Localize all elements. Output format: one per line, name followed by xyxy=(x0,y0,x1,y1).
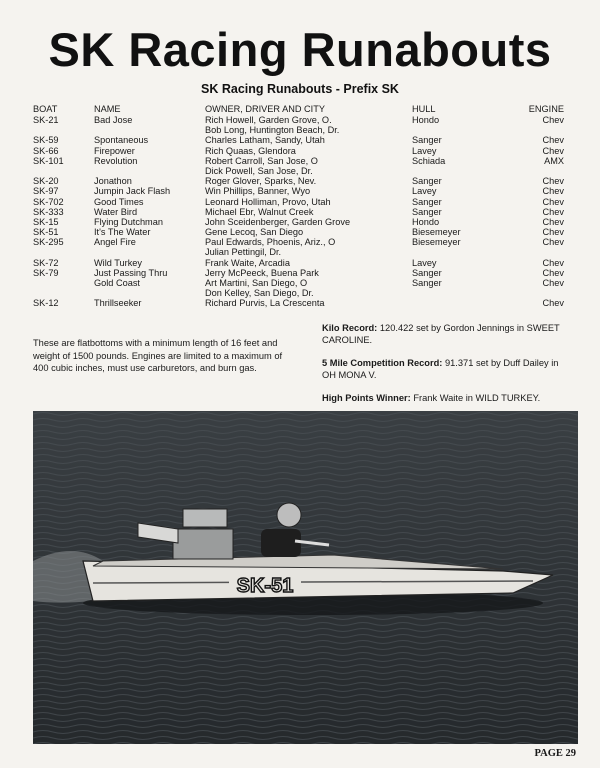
cell-owner: Rich Howell, Garden Grove, O. xyxy=(205,115,332,125)
driver-body xyxy=(261,529,301,557)
cell-owner: Roger Glover, Sparks, Nev. xyxy=(205,176,317,187)
cell-name: Angel Fire xyxy=(94,237,136,248)
table-subtitle: SK Racing Runabouts - Prefix SK xyxy=(201,82,399,96)
records-block xyxy=(322,322,566,414)
table-header xyxy=(0,104,600,115)
cell-owner: Frank Waite, Arcadia xyxy=(205,257,290,268)
table-row xyxy=(0,115,600,125)
cell-owner: Rich Quaas, Glendora xyxy=(205,145,296,156)
page-title: SK Racing Runabouts xyxy=(48,23,552,76)
record-kilo xyxy=(322,322,566,347)
driver-helmet xyxy=(277,503,301,527)
table-row xyxy=(0,278,600,288)
cell-name: Flying Dutchman xyxy=(94,216,163,227)
cell-owner: Paul Edwards, Phoenis, Ariz., O xyxy=(205,237,336,248)
record-label: High Points Winner: xyxy=(322,392,411,403)
cell-hull: Lavey xyxy=(412,186,437,197)
cell-name: Bad Jose xyxy=(94,115,133,125)
cell-name: Wild Turkey xyxy=(94,257,142,268)
cell-hull: Sanger xyxy=(412,176,442,187)
cell-owner: Bob Long, Huntington Beach, Dr. xyxy=(205,125,340,136)
cell-owner: Julian Pettingil, Dr. xyxy=(205,247,282,258)
cell-owner: Gene Lecoq, San Diego xyxy=(205,227,304,238)
cell-name: Firepower xyxy=(94,145,135,156)
cell-hull: Sanger xyxy=(412,196,442,207)
cell-name: Revolution xyxy=(94,155,138,166)
cell-engine: AMX xyxy=(544,155,564,166)
cell-boat: SK-333 xyxy=(33,206,64,217)
cell-owner: Win Phillips, Banner, Wyo xyxy=(205,186,311,197)
cell-hull: Hondo xyxy=(412,115,440,125)
cell-hull: Sanger xyxy=(412,135,442,146)
table-row xyxy=(0,186,600,196)
cell-engine: Chev xyxy=(542,216,564,227)
cell-boat: SK-79 xyxy=(33,267,59,278)
cell-name: Good Times xyxy=(94,196,144,207)
cell-hull: Sanger xyxy=(412,267,442,278)
cell-owner: Leonard Holliman, Provo, Utah xyxy=(205,196,331,207)
engine-block xyxy=(173,529,233,559)
table-row xyxy=(0,135,600,145)
race-boat-photo xyxy=(33,411,578,744)
cell-owner: Art Martini, San Diego, O xyxy=(205,278,308,288)
supercharger xyxy=(183,509,227,527)
cell-engine: Chev xyxy=(542,227,564,238)
header-owner: OWNER, DRIVER AND CITY xyxy=(205,104,325,114)
cell-name: Water Bird xyxy=(94,206,138,217)
header-name: NAME xyxy=(94,104,121,114)
boat-table xyxy=(0,104,600,309)
cell-hull: Biesemeyer xyxy=(412,237,461,248)
page-number: PAGE 29 xyxy=(534,748,576,759)
race-boat-illustration xyxy=(33,411,578,744)
table-row xyxy=(0,268,600,278)
record-text: Frank Waite in WILD TURKEY. xyxy=(413,392,541,403)
table-row xyxy=(0,288,600,298)
cell-boat: SK-15 xyxy=(33,216,59,227)
cell-boat: SK-59 xyxy=(33,135,59,146)
cell-boat: SK-12 xyxy=(33,298,59,309)
cell-boat: SK-101 xyxy=(33,155,64,166)
cell-engine: Chev xyxy=(542,237,564,248)
table-row xyxy=(0,176,600,186)
cell-boat: SK-20 xyxy=(33,176,59,187)
cell-name: Jumpin Jack Flash xyxy=(94,186,171,197)
cell-name: It's The Water xyxy=(94,227,151,238)
cell-owner: Dick Powell, San Jose, Dr. xyxy=(205,165,313,176)
cell-hull: Lavey xyxy=(412,257,437,268)
table-row xyxy=(0,156,600,166)
cell-boat: SK-51 xyxy=(33,227,59,238)
cell-name: Gold Coast xyxy=(94,278,140,288)
record-label: 5 Mile Competition Record: xyxy=(322,357,443,368)
cell-engine: Chev xyxy=(542,176,564,187)
cell-boat: SK-21 xyxy=(33,115,59,125)
cell-owner: Michael Ebr, Walnut Creek xyxy=(205,206,314,217)
cell-name: Jonathon xyxy=(94,176,132,187)
cell-boat: SK-97 xyxy=(33,186,59,197)
cell-hull: Biesemeyer xyxy=(412,227,461,238)
class-description: These are flatbottoms with a minimum length of 16 feet and weight of 1500 pounds. Engines are limited to a maximum of 400 cubic inches, must use carburetors, and burn gas. xyxy=(33,338,283,374)
header-hull: HULL xyxy=(412,104,436,114)
table-row xyxy=(0,258,600,268)
cell-name: Just Passing Thru xyxy=(94,267,168,278)
record-high-points xyxy=(322,392,566,404)
cell-boat: SK-66 xyxy=(33,145,59,156)
cell-engine: Chev xyxy=(542,135,564,146)
cell-owner: Charles Latham, Sandy, Utah xyxy=(205,135,325,146)
table-row xyxy=(0,166,600,176)
table-row xyxy=(0,207,600,217)
table-body xyxy=(0,115,600,309)
cell-boat: SK-72 xyxy=(33,257,59,268)
record-5-mile xyxy=(322,357,566,382)
cell-boat: SK-295 xyxy=(33,237,64,248)
record-text: 120.422 set by Gordon Jennings in SWEET CAROLINE. xyxy=(322,323,560,346)
cell-engine: Chev xyxy=(542,267,564,278)
cell-engine: Chev xyxy=(542,298,564,309)
cell-engine: Chev xyxy=(542,196,564,207)
header-boat: BOAT xyxy=(33,104,58,114)
table-row xyxy=(0,197,600,207)
table-row xyxy=(0,247,600,257)
header-engine: ENGINE xyxy=(528,104,564,114)
cell-name: Thrillseeker xyxy=(94,298,142,309)
record-text: 91.371 set by Duff Dailey in OH MONA V. xyxy=(322,357,559,381)
cell-hull: Sanger xyxy=(412,278,442,288)
cell-engine: Chev xyxy=(542,278,564,288)
table-row xyxy=(0,146,600,156)
cell-hull: Lavey xyxy=(412,145,437,156)
cell-owner: Robert Carroll, San Jose, O xyxy=(205,155,318,166)
cell-owner: John Sceidenberger, Garden Grove xyxy=(205,216,351,227)
cell-hull: Sanger xyxy=(412,206,442,217)
table-row xyxy=(0,237,600,247)
table-row xyxy=(0,298,600,308)
table-row xyxy=(0,217,600,227)
cell-hull: Hondo xyxy=(412,216,440,227)
cell-boat: SK-702 xyxy=(33,196,64,207)
cell-engine: Chev xyxy=(542,115,564,125)
cell-name: Spontaneous xyxy=(94,135,149,146)
table-row xyxy=(0,125,600,135)
record-label: Kilo Record: xyxy=(322,323,378,333)
cell-engine: Chev xyxy=(542,206,564,217)
cell-owner: Richard Purvis, La Crescenta xyxy=(205,298,325,309)
cell-hull: Schiada xyxy=(412,155,446,166)
cell-owner: Don Kelley, San Diego, Dr. xyxy=(205,288,314,299)
hull-number-text: SK-51 xyxy=(236,575,294,597)
cell-engine: Chev xyxy=(542,186,564,197)
table-row xyxy=(0,227,600,237)
cell-engine: Chev xyxy=(542,145,564,156)
cell-owner: Jerry McPeeck, Buena Park xyxy=(205,267,319,278)
cell-engine: Chev xyxy=(542,257,564,268)
